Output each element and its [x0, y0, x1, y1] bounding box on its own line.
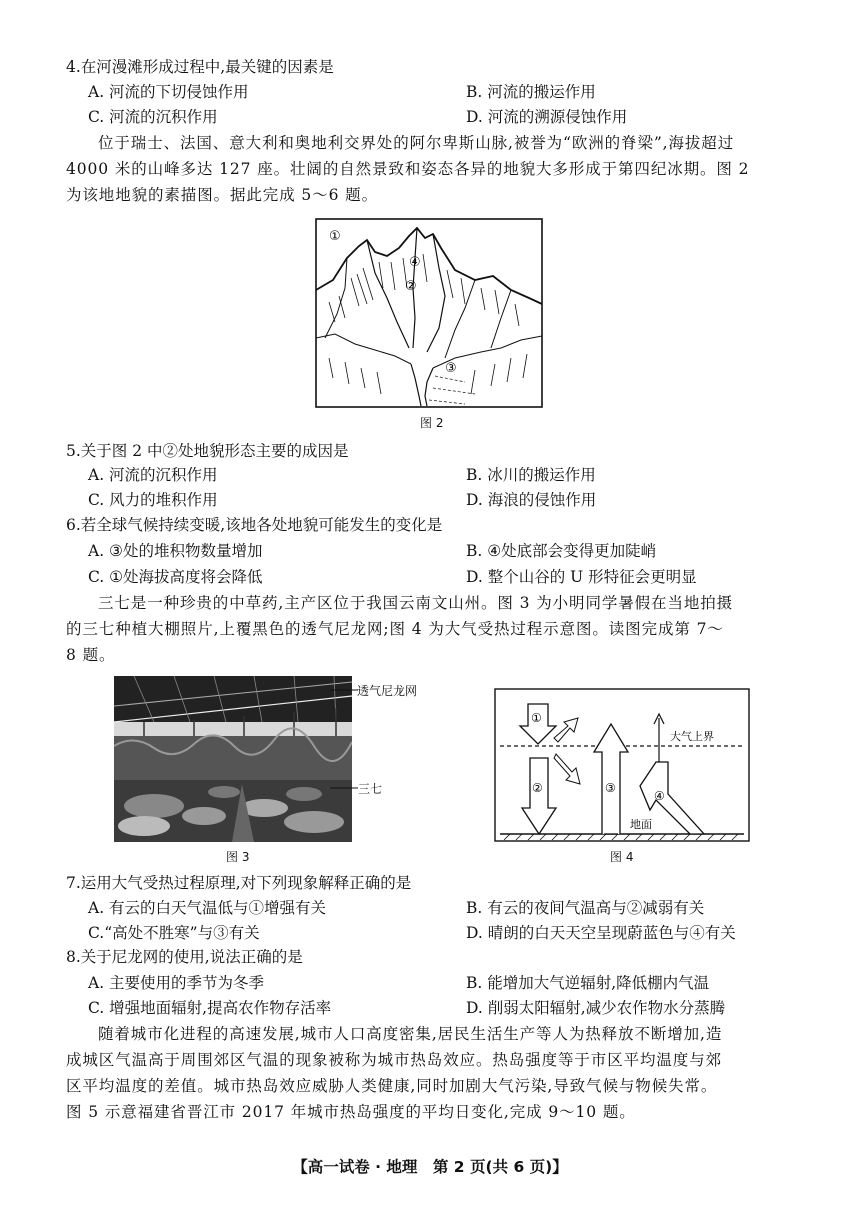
q4-stem: 4.在河漫滩形成过程中,最关键的因素是: [66, 58, 334, 76]
q7-option-d: D. 晴朗的白天天空呈现蔚蓝色与④有关: [466, 924, 736, 942]
q5-option-a: A. 河流的沉积作用: [88, 466, 218, 484]
intro-7-8-line-1: 三七是一种珍贵的中草药,主产区位于我国云南文山州。图 3 为小明同学暑假在当地拍摄: [98, 594, 734, 612]
q8-stem: 8.关于尼龙网的使用,说法正确的是: [66, 948, 303, 966]
figure-2-caption: 图 2: [420, 416, 444, 430]
q5-option-d: D. 海浪的侵蚀作用: [466, 491, 597, 509]
q7-stem: 7.运用大气受热过程原理,对下列现象解释正确的是: [66, 874, 412, 892]
q6-option-b: B. ④处底部会变得更加陡峭: [466, 542, 657, 560]
fig4-marker-3: ③: [605, 781, 616, 795]
q6-option-a: A. ③处的堆积物数量增加: [88, 542, 263, 560]
figure-2-mountain-sketch: [315, 218, 543, 408]
intro-9-10-line-1: 随着城市化进程的高速发展,城市人口高度密集,居民生活生产等人为热释放不断增加,造: [98, 1025, 723, 1043]
q4-option-a: A. 河流的下切侵蚀作用: [88, 83, 249, 101]
q7-option-a: A. 有云的白天气温低与①增强有关: [88, 899, 327, 917]
intro-5-6-line-3: 为该地地貌的素描图。据此完成 5～6 题。: [66, 186, 378, 204]
intro-7-8-line-2: 的三七种植大棚照片,上覆黑色的透气尼龙网;图 4 为大气受热过程示意图。读图完成第 7～: [66, 620, 724, 638]
fig4-label-ground: 地面: [630, 818, 652, 831]
q6-stem: 6.若全球气候持续变暖,该地各处地貌可能发生的变化是: [66, 516, 443, 534]
fig2-marker-4: ④: [409, 255, 421, 270]
intro-7-8-line-3: 8 题。: [66, 646, 116, 664]
figure-3-caption: 图 3: [226, 850, 250, 864]
q8-option-d: D. 削弱太阳辐射,减少农作物水分蒸腾: [466, 999, 726, 1017]
intro-5-6-line-2: 4000 米的山峰多达 127 座。壮阔的自然景致和姿态各异的地貌大多形成于第四纪冰期。图 2: [66, 160, 750, 178]
q5-option-c: C. 风力的堆积作用: [88, 491, 218, 509]
q5-option-b: B. 冰川的搬运作用: [466, 466, 596, 484]
figure-3-pointer-lines: [330, 680, 360, 800]
fig4-label-top-of-atmosphere: 大气上界: [670, 730, 714, 743]
q5-stem: 5.关于图 2 中②处地貌形态主要的成因是: [66, 442, 349, 460]
fig2-marker-3: ③: [445, 361, 457, 376]
q8-option-c: C. 增强地面辐射,提高农作物存活率: [88, 999, 332, 1017]
q6-option-d: D. 整个山谷的 U 形特征会更明显: [466, 568, 697, 586]
q4-option-b: B. 河流的搬运作用: [466, 83, 596, 101]
q4-option-d: D. 河流的溯源侵蚀作用: [466, 108, 628, 126]
figure-4-atmosphere-diagram: [494, 688, 750, 842]
fig2-marker-2: ②: [405, 279, 417, 294]
intro-9-10-line-3: 区平均温度的差值。城市热岛效应威胁人类健康,同时加剧大气污染,导致气候与物候失常。: [66, 1077, 718, 1095]
figure-4-caption: 图 4: [610, 850, 634, 864]
figure-3-label-net: 透气尼龙网: [357, 684, 418, 698]
figure-3-greenhouse-photo: [114, 676, 352, 842]
q7-option-b: B. 有云的夜间气温高与②减弱有关: [466, 899, 705, 917]
figure-3-label-plant: 三七: [358, 782, 383, 796]
q6-option-c: C. ①处海拔高度将会降低: [88, 568, 263, 586]
q8-option-a: A. 主要使用的季节为冬季: [88, 974, 265, 992]
page-footer: 【高一试卷 · 地理 第 2 页(共 6 页)】: [292, 1158, 568, 1176]
fig4-marker-2: ②: [532, 781, 543, 795]
q4-option-c: C. 河流的沉积作用: [88, 108, 218, 126]
intro-9-10-line-4: 图 5 示意福建省晋江市 2017 年城市热岛强度的平均日变化,完成 9～10 题。: [66, 1103, 636, 1121]
q7-option-c: C.“高处不胜寒”与③有关: [88, 924, 260, 942]
fig4-marker-1: ①: [531, 711, 542, 725]
fig2-marker-1: ①: [329, 229, 341, 244]
fig4-marker-4: ④: [654, 789, 665, 803]
q8-option-b: B. 能增加大气逆辐射,降低棚内气温: [466, 974, 710, 992]
intro-9-10-line-2: 成城区气温高于周围郊区气温的现象被称为城市热岛效应。热岛强度等于市区平均温度与郊: [66, 1051, 723, 1069]
intro-5-6-line-1: 位于瑞士、法国、意大利和奥地利交界处的阿尔卑斯山脉,被誉为“欧洲的脊梁”,海拔超过: [98, 134, 735, 152]
